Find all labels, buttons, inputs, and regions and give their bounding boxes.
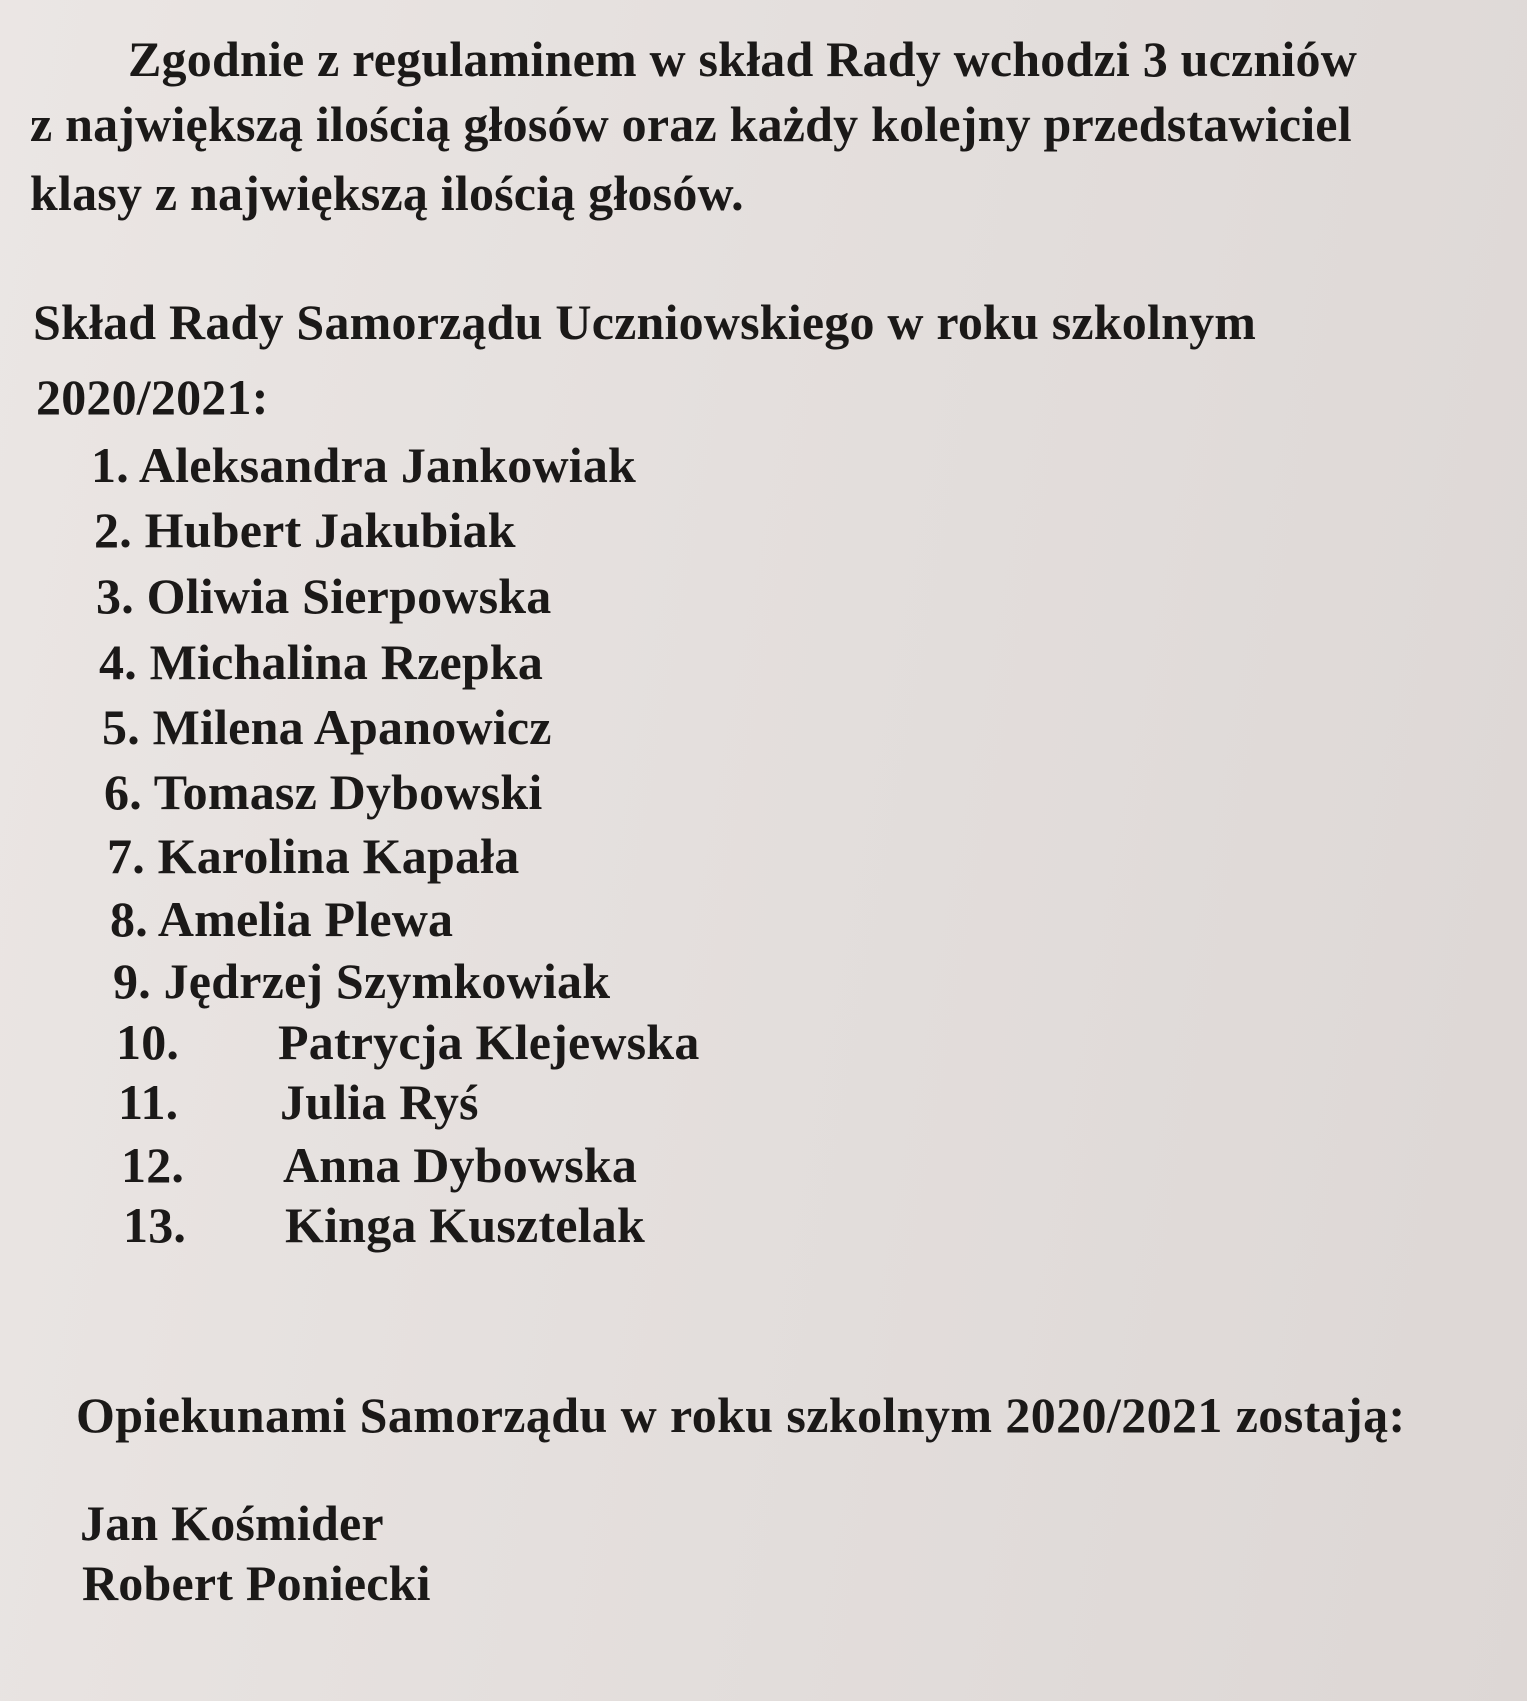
member-list-item (121, 1137, 638, 1193)
member-list-item (123, 1197, 645, 1253)
member-number: 10. (116, 1014, 180, 1070)
member-name: Oliwia Sierpowska (146, 568, 552, 624)
member-number: 8. (110, 891, 148, 947)
member-number: 9. (113, 953, 151, 1009)
intro-line-1: Zgodnie z regulaminem w skład Rady wchodzi 3 uczniów (128, 31, 1358, 87)
member-number: 1. (91, 437, 129, 493)
member-list-item (118, 1074, 479, 1130)
intro-line-3: klasy z największą ilością głosów. (30, 165, 744, 221)
council-heading-line-2: 2020/2021: (36, 369, 269, 425)
member-number: 6. (104, 764, 142, 820)
member-number: 2. (94, 502, 132, 558)
member-name: Hubert Jakubiak (144, 502, 516, 558)
member-name: Tomasz Dybowski (153, 764, 543, 820)
member-name: Amelia Plewa (157, 891, 454, 947)
member-list-item (113, 953, 611, 1009)
member-name: Milena Apanowicz (152, 699, 552, 755)
member-number: 7. (107, 828, 145, 884)
member-name: Kinga Kusztelak (285, 1197, 645, 1253)
council-heading-line-1: Skład Rady Samorządu Uczniowskiego w roku szkolnym (33, 294, 1257, 350)
member-number: 3. (96, 568, 134, 624)
member-name: Michalina Rzepka (149, 634, 544, 690)
guardian-name: Robert Poniecki (82, 1555, 431, 1611)
member-name: Jędrzej Szymkowiak (163, 953, 611, 1009)
member-number: 12. (121, 1137, 185, 1193)
member-name: Anna Dybowska (283, 1137, 638, 1193)
guardians-heading: Opiekunami Samorządu w roku szkolnym 2020/2021 zostają: (76, 1387, 1406, 1443)
member-list-item (107, 828, 520, 884)
member-name: Julia Ryś (280, 1074, 479, 1130)
member-name: Aleksandra Jankowiak (138, 437, 637, 493)
member-list-item (91, 437, 637, 493)
member-list-item (116, 1014, 700, 1070)
member-number: 5. (102, 699, 140, 755)
member-name: Patrycja Klejewska (278, 1014, 700, 1070)
member-list-item (104, 764, 543, 820)
intro-line-2: z największą ilością głosów oraz każdy kolejny przedstawiciel (30, 96, 1352, 152)
member-name: Karolina Kapała (157, 828, 520, 884)
member-list-item (96, 568, 552, 624)
member-list-item (110, 891, 454, 947)
member-list-item (99, 634, 544, 690)
guardian-name: Jan Kośmider (80, 1495, 384, 1551)
member-number: 11. (118, 1074, 179, 1130)
member-number: 4. (99, 634, 137, 690)
member-list-item (94, 502, 516, 558)
member-number: 13. (123, 1197, 187, 1253)
member-list-item (102, 699, 552, 755)
